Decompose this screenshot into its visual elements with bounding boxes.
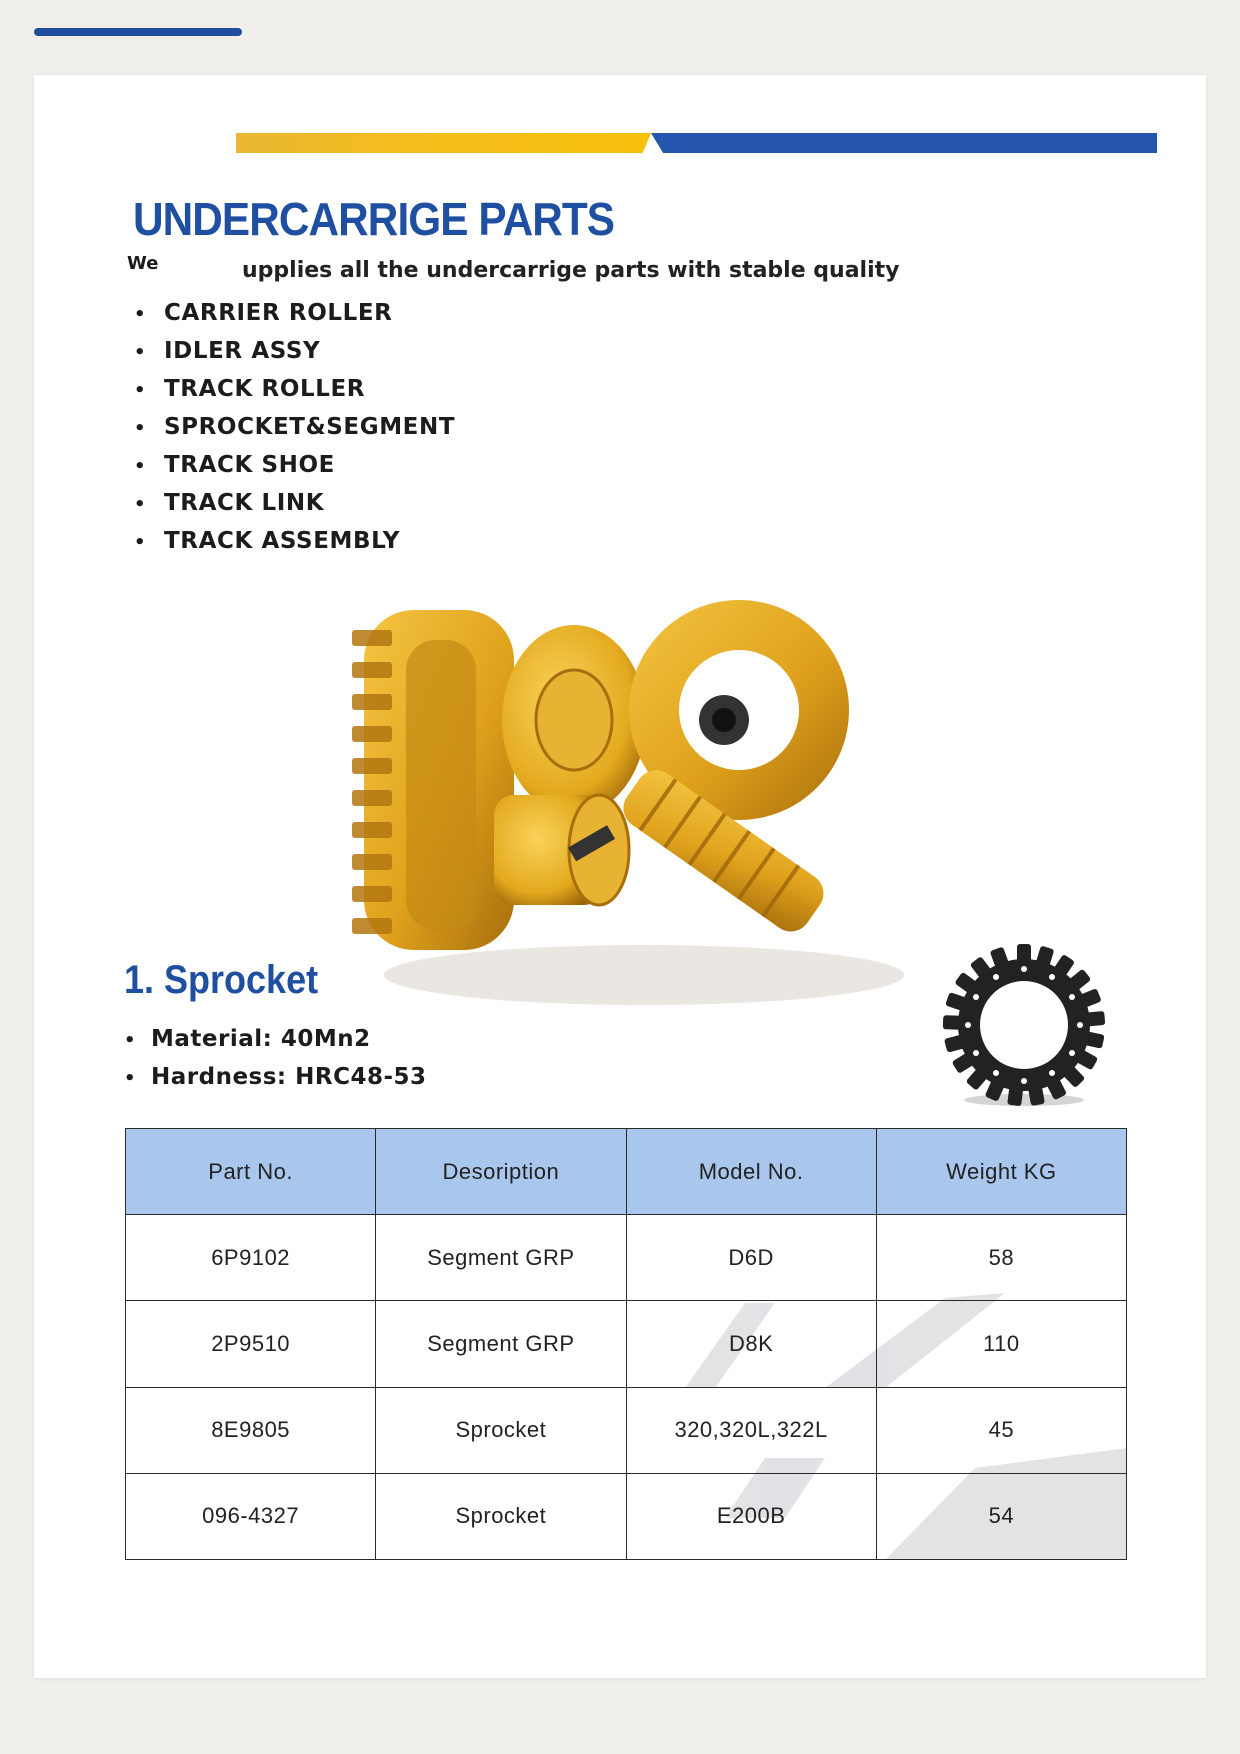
column-header: Desoription (376, 1129, 626, 1215)
parts-table (125, 1128, 1127, 1560)
table-cell: 096-4327 (126, 1473, 376, 1559)
page-card (34, 75, 1206, 1678)
table-cell: Segment GRP (376, 1301, 626, 1387)
page-title: UNDERCARRIGE PARTS (133, 193, 615, 245)
spec-hardness: Hardness: HRC48-53 (151, 1064, 427, 1090)
table-cell: 2P9510 (126, 1301, 376, 1387)
intro-we: We (127, 253, 159, 274)
list-item-label: TRACK LINK (164, 490, 325, 516)
spec-item (124, 1058, 427, 1096)
bullet: • (134, 456, 147, 477)
table-row (126, 1387, 1127, 1473)
bullet: • (134, 380, 147, 401)
bullet: • (124, 1068, 137, 1089)
list-item (134, 294, 455, 332)
list-item (134, 408, 455, 446)
bullet: • (134, 532, 147, 553)
spec-material: Material: 40Mn2 (151, 1026, 371, 1052)
list-item (134, 484, 455, 522)
table-cell: D8K (626, 1301, 876, 1387)
table-cell: 8E9805 (126, 1387, 376, 1473)
list-item-label: TRACK SHOE (164, 452, 335, 478)
column-header: Weight KG (876, 1129, 1126, 1215)
column-header: Model No. (626, 1129, 876, 1215)
blue-stripe (651, 133, 1157, 153)
table-cell: 320,320L,322L (626, 1387, 876, 1473)
list-item-label: CARRIER ROLLER (164, 300, 393, 326)
table-cell: 45 (876, 1387, 1126, 1473)
idler-part (502, 625, 646, 815)
yellow-stripe (236, 133, 651, 153)
table-cell: 54 (876, 1473, 1126, 1559)
table-cell: Sprocket (376, 1387, 626, 1473)
table-cell: D6D (626, 1215, 876, 1301)
table-cell: 6P9102 (126, 1215, 376, 1301)
list-item (134, 370, 455, 408)
table-cell: Segment GRP (376, 1215, 626, 1301)
table-cell: Sprocket (376, 1473, 626, 1559)
table-cell: E200B (626, 1473, 876, 1559)
spec-list (124, 1020, 427, 1096)
track-assembly-part (352, 610, 514, 950)
spec-item (124, 1020, 427, 1058)
intro-text: upplies all the undercarrige parts with stable quality (242, 258, 900, 283)
list-item-label: TRACK ROLLER (164, 376, 366, 402)
list-item (134, 332, 455, 370)
table-row (126, 1301, 1127, 1387)
column-header: Part No. (126, 1129, 376, 1215)
table-row (126, 1215, 1127, 1301)
bullet: • (134, 342, 147, 363)
bullet: • (134, 418, 147, 439)
bullet: • (124, 1030, 137, 1051)
sprocket-photo (939, 940, 1109, 1110)
data-table (125, 1128, 1127, 1560)
bullet: • (134, 304, 147, 325)
top-accent-bar (34, 28, 242, 36)
table-header-row (126, 1129, 1127, 1215)
parts-list (134, 294, 455, 560)
list-item-label: SPROCKET&SEGMENT (164, 414, 456, 440)
list-item-label: IDLER ASSY (164, 338, 321, 364)
table-cell: 58 (876, 1215, 1126, 1301)
list-item (134, 446, 455, 484)
table-row (126, 1473, 1127, 1559)
undercarriage-parts-photo (344, 580, 919, 1015)
list-item-label: TRACK ASSEMBLY (164, 528, 401, 554)
list-item (134, 522, 455, 560)
bullet: • (134, 494, 147, 515)
table-cell: 110 (876, 1301, 1126, 1387)
section-title: 1. Sprocket (124, 958, 319, 1002)
track-roller-part (494, 795, 629, 905)
